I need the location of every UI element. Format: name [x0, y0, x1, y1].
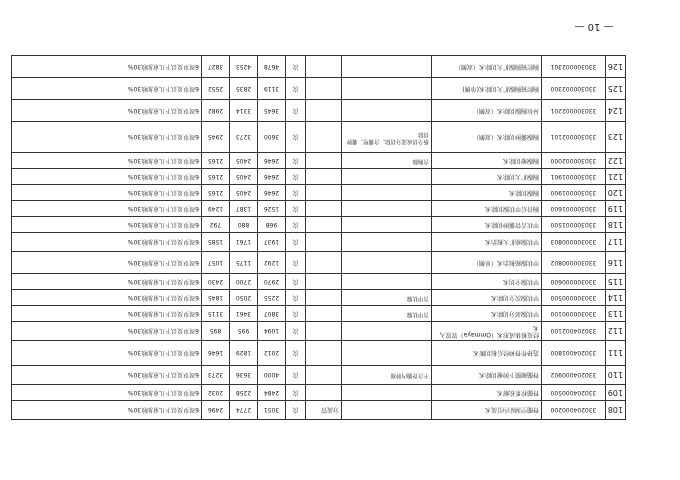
price-level-1: 1526	[258, 201, 286, 217]
price-level-1: 3119	[258, 78, 286, 100]
item-content: 指全切或部分切除、含囊壁、囊肿切除	[342, 122, 432, 153]
price-level-1: 1292	[258, 252, 286, 274]
item-number: 115	[606, 274, 626, 290]
item-exclusion	[306, 217, 342, 233]
table-row	[12, 185, 626, 201]
item-number: 110	[606, 366, 626, 385]
item-code: 330300000802	[542, 252, 606, 274]
item-name: 异位胸腺切除术（双侧）	[432, 100, 542, 122]
item-exclusion	[306, 201, 342, 217]
item-unit: 次	[286, 185, 306, 201]
item-number: 120	[606, 185, 626, 201]
item-name: 胸腺扩大切除术	[432, 169, 542, 185]
item-number: 124	[606, 100, 626, 122]
item-content	[342, 169, 432, 185]
price-level-2: 4253	[230, 56, 258, 78]
item-number: 113	[606, 306, 626, 322]
price-level-2: 1175	[230, 252, 258, 274]
item-exclusion	[306, 153, 342, 169]
table-row	[12, 122, 626, 153]
item-exclusion	[306, 100, 342, 122]
price-level-3: 3273	[202, 366, 230, 385]
table-row	[12, 100, 626, 122]
price-level-3: 1585	[202, 233, 230, 252]
item-number: 108	[606, 401, 626, 420]
item-code: 330300002301	[542, 56, 606, 78]
item-content: 含甲状腺	[342, 290, 432, 306]
item-unit: 次	[286, 169, 306, 185]
item-name: 脊髓硬膜下肿瘤切除术	[432, 366, 542, 385]
item-exclusion	[306, 56, 342, 78]
item-note: 6周岁及以下儿童加收30%	[12, 252, 202, 274]
price-level-2: 2835	[230, 78, 258, 100]
price-level-2: 3461	[230, 306, 258, 322]
table-row	[12, 56, 626, 78]
item-note: 6周岁及以下儿童加收30%	[12, 385, 202, 401]
price-level-1: 2646	[258, 153, 286, 169]
table-row	[12, 153, 626, 169]
item-note: 6周岁及以下儿童加收30%	[12, 169, 202, 185]
item-code: 330300001901	[542, 169, 606, 185]
item-content	[342, 385, 432, 401]
item-name: 甲状舌管囊肿切除术	[432, 217, 542, 233]
item-name: 甲状腺次全切除术	[432, 290, 542, 306]
item-unit: 次	[286, 306, 306, 322]
price-level-2: 3314	[230, 100, 258, 122]
price-level-2: 880	[230, 217, 258, 233]
price-level-1: 4000	[258, 366, 286, 385]
item-note: 6周岁及以下儿童加收30%	[12, 401, 202, 420]
item-number: 121	[606, 169, 626, 185]
item-note: 6周岁及以下儿童加收30%	[12, 274, 202, 290]
item-name: 胸腺瘤切除术	[432, 153, 542, 169]
item-exclusion	[306, 341, 342, 366]
price-level-1: 968	[258, 217, 286, 233]
price-level-3: 2430	[202, 274, 230, 290]
price-level-3: 1249	[202, 201, 230, 217]
item-code: 330300000803	[542, 233, 606, 252]
price-level-2: 2700	[230, 274, 258, 290]
item-number: 123	[606, 122, 626, 153]
item-name: 甲状腺癌扩大根治术	[432, 233, 542, 252]
price-level-3: 2496	[202, 401, 230, 420]
table-row	[12, 233, 626, 252]
item-exclusion	[306, 322, 342, 341]
price-level-2: 1761	[230, 233, 258, 252]
item-note: 6周岁及以下儿童加收30%	[12, 290, 202, 306]
item-note: 6周岁及以下儿童加收30%	[12, 201, 202, 217]
price-level-1: 3645	[258, 100, 286, 122]
item-content	[342, 100, 432, 122]
item-unit: 次	[286, 122, 306, 153]
price-level-3: 2165	[202, 185, 230, 201]
item-note: 6周岁及以下儿童加收30%	[12, 185, 202, 201]
item-note: 6周岁及以下儿童加收30%	[12, 122, 202, 153]
item-code: 330300001500	[542, 217, 606, 233]
item-number: 112	[606, 322, 626, 341]
item-unit: 次	[286, 217, 306, 233]
item-code: 330300000500	[542, 290, 606, 306]
item-number: 126	[606, 56, 626, 78]
price-level-2: 1829	[230, 341, 258, 366]
price-level-2: 2405	[230, 185, 258, 201]
item-exclusion	[306, 185, 342, 201]
item-content	[342, 274, 432, 290]
item-unit: 次	[286, 401, 306, 420]
item-code: 330204000200	[542, 401, 606, 420]
item-number: 116	[606, 252, 626, 274]
price-level-2: 3273	[230, 122, 258, 153]
price-level-3: 2165	[202, 153, 230, 169]
item-code: 330300002000	[542, 153, 606, 169]
price-level-1: 2646	[258, 169, 286, 185]
item-name: 脊髓栓系松解术	[432, 385, 542, 401]
price-level-2: 2050	[230, 290, 258, 306]
item-number: 111	[606, 341, 626, 366]
price-level-1: 2970	[258, 274, 286, 290]
table-row	[12, 252, 626, 274]
item-exclusion	[306, 290, 342, 306]
price-level-3: 895	[202, 322, 230, 341]
item-unit: 次	[286, 252, 306, 274]
item-number: 119	[606, 201, 626, 217]
item-note: 6周岁及以下儿童加收30%	[12, 78, 202, 100]
item-note: 6周岁及以下儿童加收30%	[12, 306, 202, 322]
item-name: 胸腺囊肿切除术（双侧）	[432, 122, 542, 153]
table-row	[12, 341, 626, 366]
price-level-3: 2165	[202, 169, 230, 185]
item-exclusion	[306, 233, 342, 252]
item-number: 117	[606, 233, 626, 252]
item-code: 330300002101	[542, 122, 606, 153]
item-content	[342, 78, 432, 100]
item-unit: 次	[286, 100, 306, 122]
item-content	[342, 201, 432, 217]
item-note: 6周岁及以下儿童加收30%	[12, 56, 202, 78]
item-unit: 次	[286, 322, 306, 341]
item-exclusion	[306, 385, 342, 401]
item-content	[342, 322, 432, 341]
price-level-3: 3115	[202, 306, 230, 322]
item-note: 6周岁及以下儿童加收30%	[12, 100, 202, 122]
table-row	[12, 217, 626, 233]
item-name: 胸腺切除术	[432, 185, 542, 201]
item-exclusion	[306, 366, 342, 385]
item-note: 6周岁及以下儿童加收30%	[12, 366, 202, 385]
price-level-1: 2484	[258, 385, 286, 401]
price-level-2: 3636	[230, 366, 258, 385]
item-unit: 次	[286, 56, 306, 78]
item-code: 330300001900	[542, 185, 606, 201]
price-level-3: 2982	[202, 100, 230, 122]
item-exclusion	[306, 274, 342, 290]
price-level-3: 1845	[202, 290, 230, 306]
price-level-2: 1387	[230, 201, 258, 217]
page-number: — 10 —	[574, 21, 614, 32]
item-unit: 次	[286, 233, 306, 252]
item-exclusion	[306, 169, 342, 185]
price-level-1: 2012	[258, 341, 286, 366]
price-level-3: 1646	[202, 341, 230, 366]
item-content	[342, 233, 432, 252]
item-name: 选择性脊神经后根切断术	[432, 341, 542, 366]
item-note: 6周岁及以下儿童加收30%	[12, 341, 202, 366]
item-note: 6周岁及以下儿童加收30%	[12, 233, 202, 252]
price-level-1: 4678	[258, 56, 286, 78]
item-content	[342, 341, 432, 366]
table-row	[12, 306, 626, 322]
item-exclusion	[306, 122, 342, 153]
item-unit: 次	[286, 290, 306, 306]
table-row	[12, 201, 626, 217]
price-level-3: 2945	[202, 122, 230, 153]
table-body	[12, 56, 626, 420]
price-level-1: 3600	[258, 122, 286, 153]
item-note: 6周岁及以下儿童加收30%	[12, 322, 202, 341]
price-level-2: 2405	[230, 169, 258, 185]
item-code: 330300001600	[542, 201, 606, 217]
price-table	[11, 55, 626, 420]
item-content	[342, 185, 432, 201]
item-note: 6周岁及以下儿童加收30%	[12, 217, 202, 233]
item-code: 330300000600	[542, 274, 606, 290]
item-name: 胸腔镜胸腺扩大切除术（双侧）	[432, 56, 542, 78]
item-unit: 次	[286, 274, 306, 290]
item-unit: 次	[286, 78, 306, 100]
item-unit: 次	[286, 201, 306, 217]
price-level-2: 2774	[230, 401, 258, 420]
item-name: 胸腔镜胸腺扩大切除术(单侧)	[432, 78, 542, 100]
table-row	[12, 385, 626, 401]
price-level-3: 3827	[202, 56, 230, 78]
price-level-1: 3051	[258, 401, 286, 420]
price-level-1: 1094	[258, 322, 286, 341]
item-content	[342, 252, 432, 274]
table-row	[12, 322, 626, 341]
item-exclusion	[306, 306, 342, 322]
item-code: 330204000902	[542, 366, 606, 385]
item-code: 330300002300	[542, 78, 606, 100]
price-level-3: 2032	[202, 385, 230, 401]
item-unit: 次	[286, 341, 306, 366]
price-level-1: 3807	[258, 306, 286, 322]
price-level-1: 2255	[258, 290, 286, 306]
table-row	[12, 401, 626, 420]
price-level-3: 1057	[202, 252, 230, 274]
item-name: 甲状腺全切术	[432, 274, 542, 290]
table-row	[12, 366, 626, 385]
item-note: 6周岁及以下儿童加收30%	[12, 153, 202, 169]
item-number: 109	[606, 385, 626, 401]
price-level-3: 2552	[202, 78, 230, 100]
table-row	[12, 169, 626, 185]
item-exclusion	[306, 78, 342, 100]
table-row	[12, 78, 626, 100]
item-number: 118	[606, 217, 626, 233]
price-level-1: 1937	[258, 233, 286, 252]
item-number: 114	[606, 290, 626, 306]
item-content: 含胸腺	[342, 153, 432, 169]
item-unit: 次	[286, 153, 306, 169]
item-content: 不含脊髓内肿瘤	[342, 366, 432, 385]
item-code: 330300002201	[542, 100, 606, 122]
item-exclusion	[306, 252, 342, 274]
price-level-2: 2405	[230, 153, 258, 169]
price-level-2: 2258	[230, 385, 258, 401]
item-name: 甲状腺癌根治术（单侧）	[432, 252, 542, 274]
item-code: 330204000500	[542, 385, 606, 401]
price-level-1: 2646	[258, 185, 286, 201]
price-level-2: 995	[230, 322, 258, 341]
item-content	[342, 401, 432, 420]
item-code: 330300000100	[542, 306, 606, 322]
price-level-3: 792	[202, 217, 230, 233]
item-number: 125	[606, 78, 626, 100]
item-code: 330204002100	[542, 322, 606, 341]
table-row	[12, 274, 626, 290]
item-code: 330204001800	[542, 341, 606, 366]
table-row	[12, 290, 626, 306]
item-content: 含甲状腺	[342, 306, 432, 322]
item-name: 经皮椎体成形术（Ommaya）管置入术	[432, 322, 542, 341]
item-unit: 次	[286, 366, 306, 385]
item-name: 胸骨后甲状腺切除术	[432, 201, 542, 217]
item-content	[342, 56, 432, 78]
item-content	[342, 217, 432, 233]
item-exclusion: 分流管	[306, 401, 342, 420]
item-number: 122	[606, 153, 626, 169]
item-name: 甲状腺部分切除术	[432, 306, 542, 322]
item-unit: 次	[286, 385, 306, 401]
item-name: 脊髓空洞症内引流术	[432, 401, 542, 420]
